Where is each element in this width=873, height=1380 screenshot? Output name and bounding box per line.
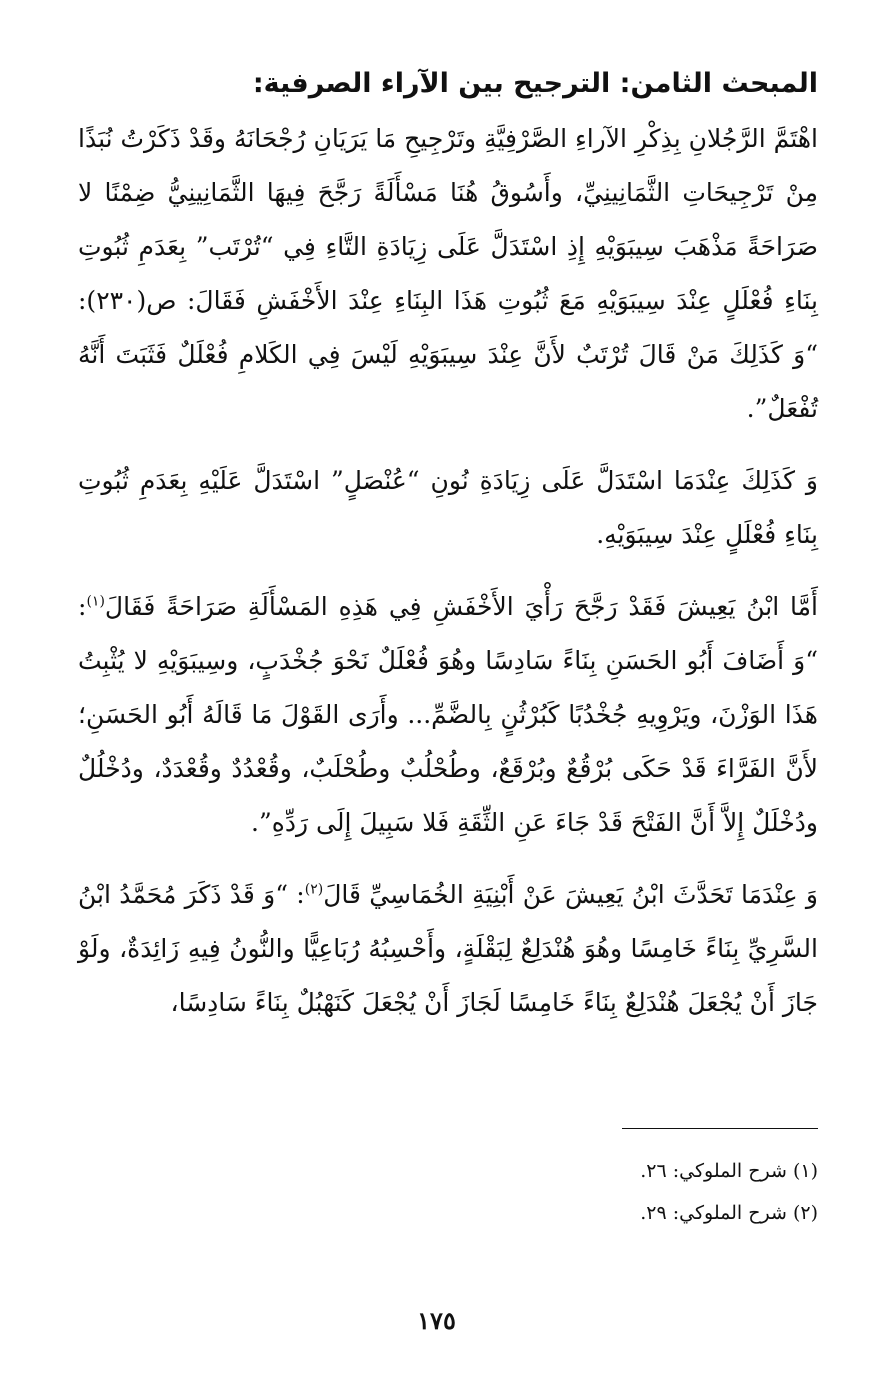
paragraph-3-text-before: أَمَّا ابْنُ يَعِيشَ فَقَدْ رَجَّحَ رَأْيَ الأَخْفَشِ فِي هَذِهِ المَسْأَلَةِ صَرَاحَةً فَقَالَ (104, 592, 818, 621)
footnotes (78, 1150, 818, 1234)
footnote-1: (١) شرح الملوكي: ٢٦. (640, 1160, 818, 1182)
section-heading: المبحث الثامن: الترجيح بين الآراء الصرفية: (252, 68, 818, 99)
paragraph-3-text-after: : “وَ أَضَافَ أَبُو الحَسَنِ بِنَاءً سَادِسًا وهُوَ فُعْلَلٌ نَحْوَ جُخْدَبٍ، وسِيبَوَيْهِ لا يُثْبِتُ هَذَا الوَزْنَ، ويَرْوِيهِ جُخْدُبًا كَبُرْثُنٍ بِالضَّمِّ... وأَرَى القَوْلَ مَا قَالَهُ أَبُو الحَسَنِ؛ لأَنَّ الفَرَّاءَ قَدْ حَكَى بُرْقُعٌ وبُرْقَعٌ، وطُحْلُبٌ وطُحْلَبٌ، وقُعْدُدٌ وقُعْدَدٌ، ودُخْلُلٌ ودُخْلَلٌ إِلاَّ أَنَّ الفَتْحَ قَدْ جَاءَ عَنِ الثِّقَةِ فَلا سَبِيلَ إِلَى رَدِّهِ”. (78, 592, 818, 837)
page-body (78, 62, 818, 1048)
paragraph-4-text-after: : “وَ قَدْ ذَكَرَ مُحَمَّدُ ابْنُ السَّرِيِّ بِنَاءً خَامِسًا وهُوَ هُنْدَلِعٌ لِبَقْلَةٍ، وأَحْسِبُهُ رُبَاعِيًّا والنُّونُ فِيهِ زَائِدَةٌ، ولَوْ جَازَ أَنْ يُجْعَلَ هُنْدَلِعٌ بِنَاءً خَامِسًا لَجَازَ أَنْ يُجْعَلَ كَنَهْبُلٌ بِنَاءً سَادِسًا، (78, 880, 818, 1017)
footnote-ref-2: (٢) (304, 881, 324, 898)
paragraph-1 (78, 112, 818, 436)
paragraph-1-text: اهْتَمَّ الرَّجُلانِ بِذِكْرِ الآراءِ الصَّرْفِيَّةِ وتَرْجِيحِ مَا يَرَيَانِ رُجْحَانَهُ وقَدْ ذَكَرْتُ نُبَذًا مِنْ تَرْجِيحَاتِ الثَّمَانِينِيِّ، وأَسُوقُ هُنَا مَسْأَلَةً رَجَّحَ فِيهَا الثَّمَانِينِيُّ ضِمْنًا لا صَرَاحَةً مَذْهَبَ سِيبَوَيْهِ إِذِ اسْتَدَلَّ عَلَى زِيَادَةِ التَّاءِ فِي “تُرْتَب” بِعَدَمِ ثُبُوتِ بِنَاءِ فُعْلَلٍ عِنْدَ سِيبَوَيْهِ مَعَ ثُبُوتِ هَذَا البِنَاءِ عِنْدَ الأَخْفَشِ فَقَالَ: ص(٢٣٠): “وَ كَذَلِكَ مَنْ قَالَ تُرْتَبٌ لأَنَّ عِنْدَ سِيبَوَيْهِ لَيْسَ فِي الكَلامِ فُعْلَلٌ فَثَبَتَ أَنَّهُ تُفْعَلٌ”. (78, 124, 818, 423)
paragraph-2 (78, 454, 818, 562)
paragraph-3 (78, 580, 818, 850)
paragraph-4 (78, 868, 818, 1030)
page-number: ١٧٥ (417, 1306, 456, 1335)
footnote-2: (٢) شرح الملوكي: ٢٩. (640, 1202, 818, 1224)
footnote-ref-1: (١) (86, 593, 105, 610)
paragraph-2-text: وَ كَذَلِكَ عِنْدَمَا اسْتَدَلَّ عَلَى زِيَادَةِ نُونِ “عُنْصَلٍ” اسْتَدَلَّ عَلَيْهِ بِعَدَمِ ثُبُوتِ بِنَاءِ فُعْلَلٍ عِنْدَ سِيبَوَيْهِ. (78, 466, 818, 549)
paragraph-4-text-before: وَ عِنْدَمَا تَحَدَّثَ ابْنُ يَعِيشَ عَنْ أَبْنِيَةِ الخُمَاسِيِّ قَالَ (323, 880, 818, 909)
footnote-divider (622, 1128, 818, 1129)
